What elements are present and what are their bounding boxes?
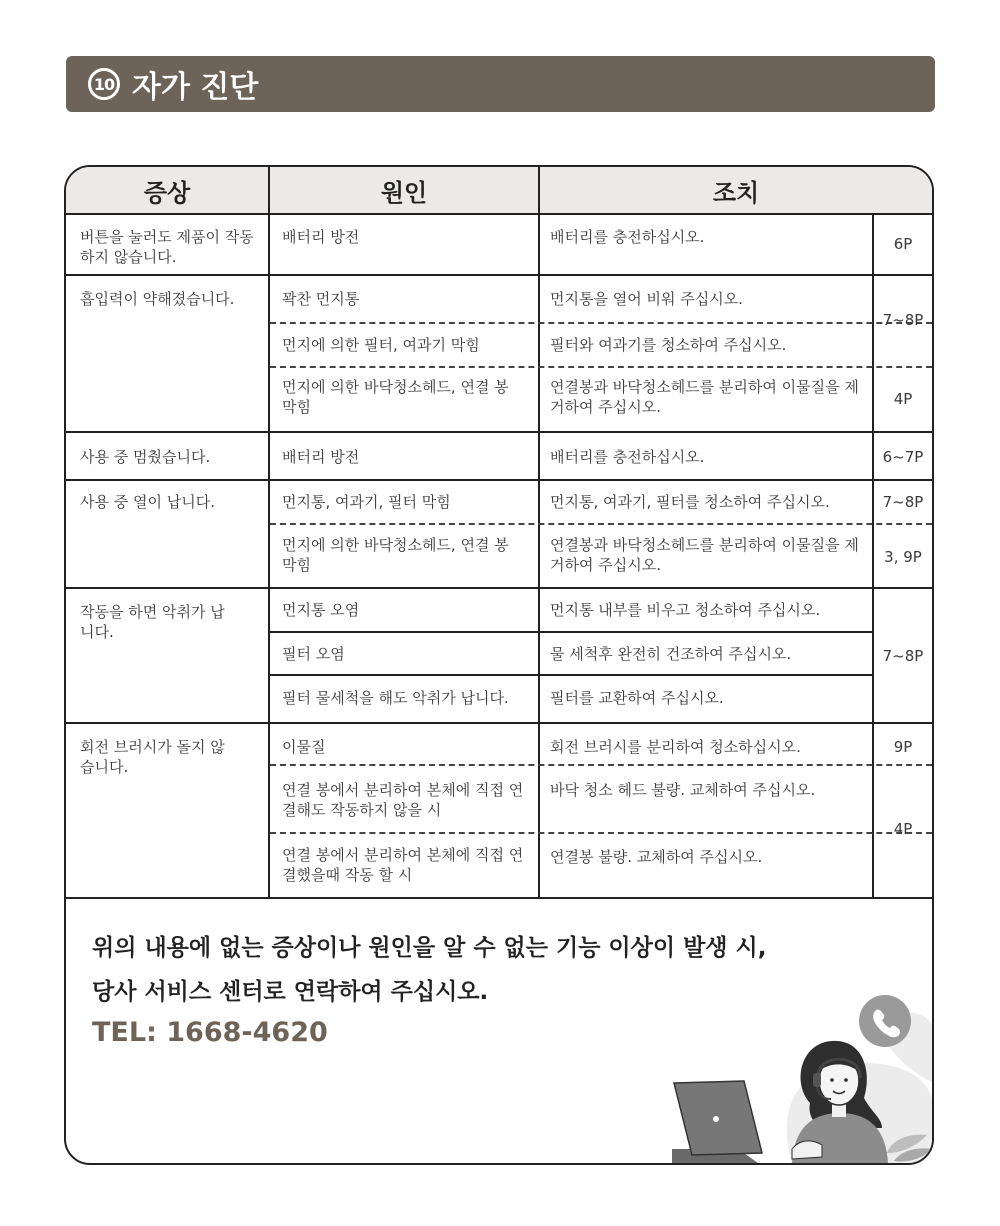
col-divider [538,167,540,899]
notice-line-2: 당사 서비스 센터로 연락하여 주십시오. [92,979,489,1005]
action-cell: 연결봉과 바닥청소헤드를 분리하여 이물질을 제거하여 주십시오. [550,536,859,574]
dashed-divider [270,523,932,525]
cause-cell: 먼지통, 여과기, 필터 막힘 [282,493,451,511]
cause-cell: 먼지통 오염 [282,601,360,619]
page-cell: 4P [893,390,913,408]
header-cause: 원인 [380,178,428,207]
cause-cell: 필터 오염 [282,645,345,663]
support-phone-number: TEL: 1668-4620 [92,1017,328,1048]
diagnosis-table-frame [64,165,934,1165]
section-header [66,56,935,112]
dashed-divider [270,832,932,834]
cause-cell: 꽉찬 먼지통 [282,290,360,308]
action-cell: 배터리를 충전하십시오. [550,228,705,246]
header-symptom: 증상 [143,178,191,207]
row-divider [268,631,872,633]
page-cell: 9P [893,738,913,756]
action-cell: 물 세척후 완전히 건조하여 주십시오. [550,645,792,663]
row-divider [66,722,932,724]
dashed-divider [270,322,932,324]
row-divider [66,897,932,899]
cause-cell: 배터리 방전 [282,228,360,246]
row-divider [268,674,872,676]
section-number-badge: 10 [88,68,120,100]
symptom-cell: 사용 중 멈췄습니다. [80,448,211,466]
cause-cell: 먼지에 의한 바닥청소헤드, 연결 봉 막힘 [282,536,509,574]
symptom-cell: 회전 브러시가 돌지 않습니다. [80,738,225,776]
dashed-divider [270,764,932,766]
call-center-agent-illustration [672,913,932,1163]
action-cell: 먼지통, 여과기, 필터를 청소하여 주십시오. [550,493,830,511]
phone-icon [859,995,911,1047]
page-cell: 3, 9P [884,548,922,566]
action-cell: 먼지통을 열어 비워 주십시오. [550,290,743,308]
page-cell: 7~8P [882,311,924,329]
action-cell: 연결봉과 바닥청소헤드를 분리하여 이물질을 제거하여 주십시오. [550,378,859,416]
notice-line-1: 위의 내용에 없는 증상이나 원인을 알 수 없는 기능 이상이 발생 시, [92,935,767,961]
cause-cell: 이물질 [282,738,326,756]
row-divider [66,479,932,481]
symptom-cell: 버튼을 눌러도 제품이 작동 하지 않습니다. [80,228,254,266]
action-cell: 연결봉 불량. 교체하여 주십시오. [550,848,763,866]
cause-cell: 연결 봉에서 분리하여 본체에 직접 연결해도 작동하지 않을 시 [282,781,524,819]
row-divider [66,274,932,276]
col-divider [268,167,270,899]
page-cell: 6~7P [882,448,924,466]
row-divider [66,587,932,589]
table-header [66,167,932,215]
action-cell: 배터리를 충전하십시오. [550,448,705,466]
page-cell: 6P [893,235,913,253]
action-cell: 필터와 여과기를 청소하여 주십시오. [550,336,787,354]
cause-cell: 연결 봉에서 분리하여 본체에 직접 연결했을때 작동 할 시 [282,846,524,884]
action-cell: 바닥 청소 헤드 불량. 교체하여 주십시오. [550,781,816,799]
page-cell: 7~8P [882,647,924,665]
symptom-cell: 작동을 하면 악취가 납니다. [80,603,225,641]
dashed-divider [270,366,932,368]
cause-cell: 먼지에 의한 필터, 여과기 막힘 [282,336,480,354]
page-cell: 7~8P [882,493,924,511]
row-divider [66,431,932,433]
symptom-cell: 흡입력이 약해졌습니다. [80,290,235,308]
action-cell: 회전 브러시를 분리하여 청소하십시오. [550,738,801,756]
header-action: 조치 [712,178,760,207]
action-cell: 먼지통 내부를 비우고 청소하여 주십시오. [550,601,821,619]
cause-cell: 필터 물세척을 해도 악취가 납니다. [282,689,509,707]
page-cell: 4P [893,820,913,838]
symptom-cell: 사용 중 열이 납니다. [80,493,215,511]
section-title: 자가 진단 [132,70,259,105]
cause-cell: 먼지에 의한 바닥청소헤드, 연결 봉 막힘 [282,378,509,416]
action-cell: 필터를 교환하여 주십시오. [550,689,724,707]
cause-cell: 배터리 방전 [282,448,360,466]
